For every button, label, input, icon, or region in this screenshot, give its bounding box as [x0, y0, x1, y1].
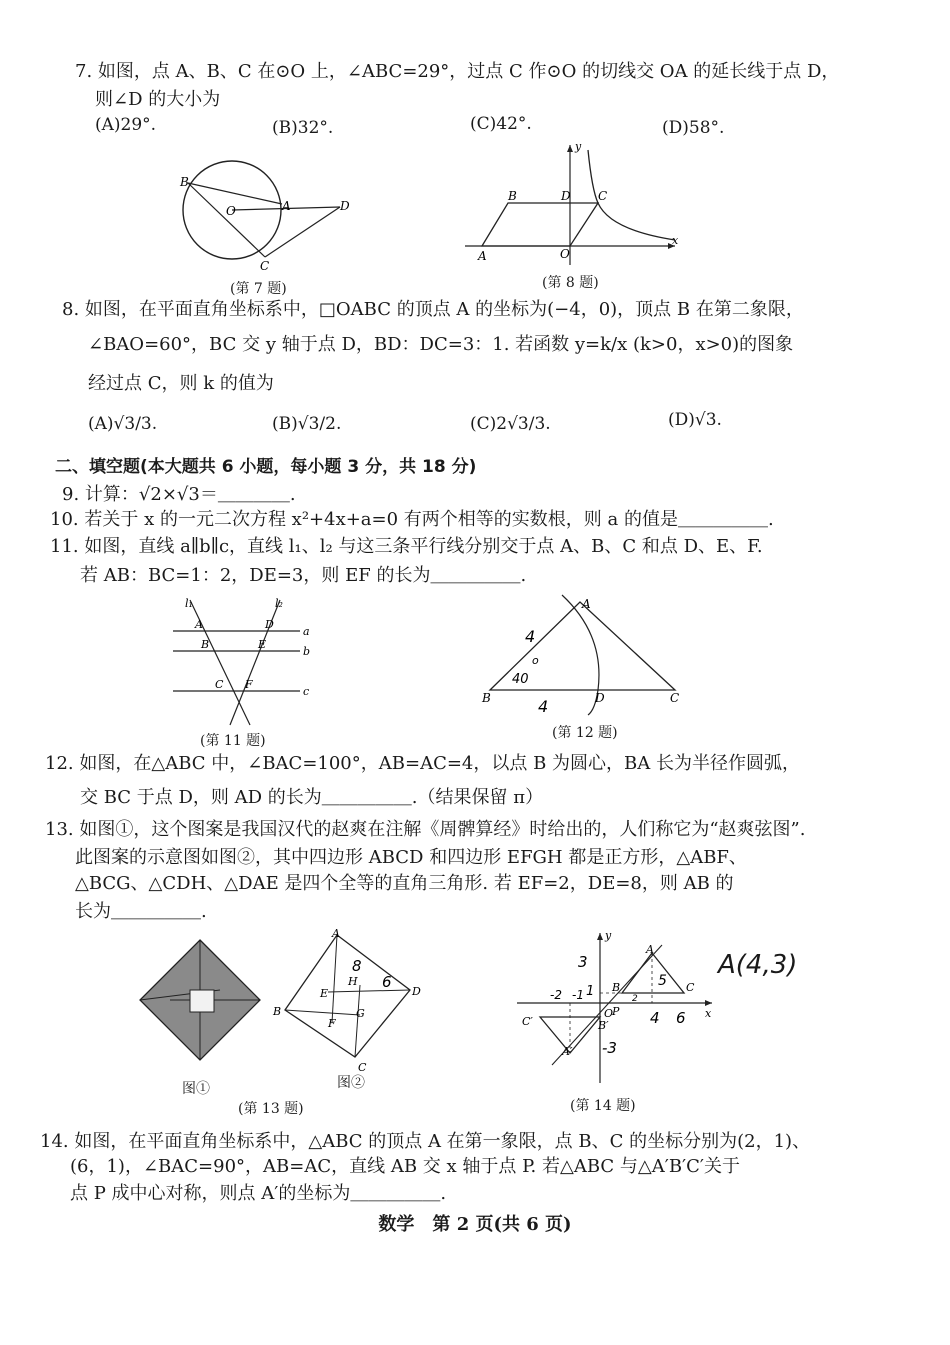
q11-line1: 11. 如图，直线 a∥b∥c，直线 l₁、l₂ 与这三条平行线分别交于点 A、B、C 和点 D、E、F.: [50, 536, 763, 557]
q7-label-b: B: [180, 175, 189, 189]
q13-hand-6: 6: [382, 973, 392, 991]
q13-fig1-label: 图①: [182, 1081, 210, 1097]
q11-label-a: A: [195, 618, 203, 631]
q8-caption: (第 8 题): [542, 275, 599, 291]
q8-label-a: A: [478, 249, 487, 263]
q8-parallelogram: [482, 203, 598, 246]
q12-hand-40: 40: [512, 672, 529, 687]
q13-fig2-label-e: E: [320, 987, 329, 1000]
q14-hand-5: 5: [658, 973, 667, 989]
q14-label-a-prime: A′: [562, 1045, 573, 1058]
q11-line2: 若 AB：BC=1：2，DE=3，则 EF 的长为＿＿＿＿＿.: [80, 565, 527, 586]
q13-fig2-label-d: D: [412, 985, 421, 998]
q13-fig2-ch: [355, 985, 360, 1057]
q14-line3: 点 P 成中心对称，则点 A′的坐标为＿＿＿＿＿.: [70, 1183, 447, 1204]
q14-hand-m2: -2: [550, 988, 562, 1002]
q12-arc: [562, 595, 599, 715]
q8-line1: 8. 如图，在平面直角坐标系中，□OABC 的顶点 A 的坐标为(−4，0)，顶点 B 在第二象限，: [62, 299, 804, 320]
q14-label-y: y: [605, 929, 612, 942]
q14-label-c-prime: C′: [522, 1015, 533, 1028]
q10-line: 10. 若关于 x 的一元二次方程 x²+4x+a=0 有两个相等的实数根，则 a 的值是＿＿＿＿＿.: [50, 509, 774, 530]
q7-option-a: (A)29°.: [95, 115, 157, 135]
q12-hand-4-base: 4: [538, 697, 549, 716]
q13-fig2-label-c: C: [358, 1061, 367, 1074]
q8-line2: ∠BAO=60°，BC 交 y 轴于点 D，BD：DC=3：1. 若函数 y=k/x (k>0，x>0)的图象: [88, 334, 794, 355]
q8-label-b: B: [508, 189, 517, 203]
q13-figure-1: [135, 935, 265, 1070]
q8-label-d: D: [561, 189, 571, 203]
q14-line2: (6，1)，∠BAC=90°，AB=AC，直线 AB 交 x 轴于点 P. 若△ABC 与△A′B′C′关于: [70, 1156, 740, 1177]
q14-line1: 14. 如图，在平面直角坐标系中，△ABC 的顶点 A 在第一象限，点 B、C 的坐标分别为(2，1)、: [40, 1131, 811, 1152]
q13-line4: 长为＿＿＿＿＿.: [75, 901, 207, 922]
q12-caption: (第 12 题): [552, 725, 618, 741]
q13-fig2-label: 图②: [337, 1075, 365, 1091]
q11-label-c: C: [215, 678, 224, 691]
q14-hand-1: 1: [586, 984, 595, 999]
q14-x-arrow: [705, 1000, 712, 1006]
q11-label-e: E: [258, 638, 267, 651]
q8-option-a: (A)√3/3.: [88, 414, 158, 434]
q8-label-c: C: [598, 189, 608, 203]
q14-handwritten-answer: A(4,3): [718, 950, 798, 980]
q11-label-a-line: a: [303, 625, 310, 638]
q13-line3: △BCG、△CDH、△DAE 是四个全等的直角三角形. 若 EF=2，DE=8，则 AB 的: [75, 873, 734, 894]
q13-fig2-label-a: A: [332, 927, 340, 940]
q7-option-c: (C)42°.: [470, 114, 532, 134]
q14-hand-4: 4: [650, 1009, 660, 1027]
q13-fig2-square-abcd: [285, 935, 410, 1057]
q13-fig2-label-b: B: [273, 1005, 282, 1018]
q13-fig2-label-h: H: [348, 975, 358, 988]
q14-hand-3: 3: [578, 953, 588, 971]
q14-label-b: B: [612, 981, 621, 994]
q13-hand-8: 8: [352, 957, 362, 975]
q14-hand-m1: -1: [572, 988, 584, 1002]
q12-hand-o: o: [532, 654, 539, 667]
q11-label-b: B: [201, 638, 210, 651]
q13-caption: (第 13 题): [238, 1101, 304, 1117]
q13-fig2-bg: [285, 1010, 360, 1015]
q13-line2: 此图案的示意图如图②，其中四边形 ABCD 和四边形 EFGH 都是正方形，△ABF、: [75, 847, 747, 868]
q12-line2: 交 BC 于点 D，则 AD 的长为＿＿＿＿＿.（结果保留 π）: [80, 787, 544, 808]
q11-label-b-line: b: [303, 645, 311, 658]
q14-figure: [512, 925, 722, 1085]
q8-line3: 经过点 C，则 k 的值为: [88, 373, 274, 394]
q14-hand-m3: -3: [602, 1039, 617, 1057]
q11-label-l1: l₁: [185, 597, 193, 610]
q12-hand-4-side: 4: [525, 627, 536, 646]
q7-option-b: (B)32°.: [272, 118, 334, 138]
q7-label-o: O: [226, 204, 236, 218]
q11-label-c-line: c: [303, 685, 310, 698]
q13-figure-2: [270, 925, 425, 1075]
q14-label-x: x: [705, 1007, 712, 1020]
q13-fig2-af: [332, 935, 337, 1023]
page-footer: 数学 第 2 页(共 6 页): [378, 1214, 572, 1235]
q14-label-b-prime: B′: [598, 1019, 609, 1032]
q13-line1: 13. 如图①，这个图案是我国汉代的赵爽在注解《周髀算经》时给出的，人们称它为“赵爽弦图”.: [45, 819, 806, 840]
q11-label-f: F: [245, 678, 253, 691]
q14-hand-2: 2: [632, 994, 638, 1004]
q14-label-c: C: [686, 981, 695, 994]
q8-option-d: (D)√3.: [668, 410, 722, 430]
q14-y-arrow: [597, 933, 603, 940]
q13-fig1-inner-square: [190, 990, 214, 1012]
q7-figure: [170, 160, 370, 275]
q12-label-d: D: [595, 691, 605, 705]
q7-label-c: C: [260, 259, 270, 273]
q8-option-c: (C)2√3/3.: [470, 414, 551, 434]
q12-line1: 12. 如图，在△ABC 中，∠BAC=100°，AB=AC=4，以点 B 为圆心，BA 长为半径作圆弧，: [45, 753, 800, 774]
section-2-heading: 二、填空题(本大题共 6 小题，每小题 3 分，共 18 分): [55, 457, 477, 477]
q14-label-o: O: [604, 1007, 614, 1020]
q8-label-x: x: [672, 234, 679, 247]
q7-caption: (第 7 题): [230, 281, 287, 297]
q11-label-l2: l₂: [275, 597, 283, 610]
q12-label-c: C: [670, 691, 680, 705]
q14-triangle-abc: [622, 953, 684, 993]
q7-line2: 则∠D 的大小为: [95, 89, 221, 110]
q7-label-d: D: [340, 199, 350, 213]
q11-caption: (第 11 题): [200, 733, 266, 749]
q8-label-y: y: [575, 140, 582, 153]
q13-fig2-label-f: F: [328, 1017, 336, 1030]
q12-label-a: A: [582, 597, 591, 611]
q14-label-p: P: [612, 1005, 620, 1018]
q7-line-ba: [188, 183, 282, 204]
q7-option-d: (D)58°.: [662, 118, 725, 138]
q8-y-arrow: [567, 145, 573, 152]
q11-label-d: D: [265, 618, 274, 631]
q8-option-b: (B)√3/2.: [272, 414, 342, 434]
q12-label-b: B: [482, 691, 491, 705]
q13-fig2-label-g: G: [356, 1007, 365, 1020]
q14-caption: (第 14 题): [570, 1098, 636, 1114]
q8-label-o: O: [560, 247, 570, 261]
q7-label-a: A: [282, 199, 291, 213]
q13-fig2-de: [328, 990, 410, 992]
q14-hand-6: 6: [676, 1009, 686, 1027]
q7-line1: 7. 如图，点 A、B、C 在⊙O 上，∠ABC=29°，过点 C 作⊙O 的切线交 OA 的延长线于点 D，: [75, 61, 840, 82]
q8-figure: [460, 140, 690, 270]
q14-label-a: A: [646, 943, 654, 956]
q9-line: 9. 计算：√2×√3＝＿＿＿＿.: [62, 484, 296, 505]
q12-figure: [480, 590, 695, 720]
q11-figure: [165, 595, 315, 730]
